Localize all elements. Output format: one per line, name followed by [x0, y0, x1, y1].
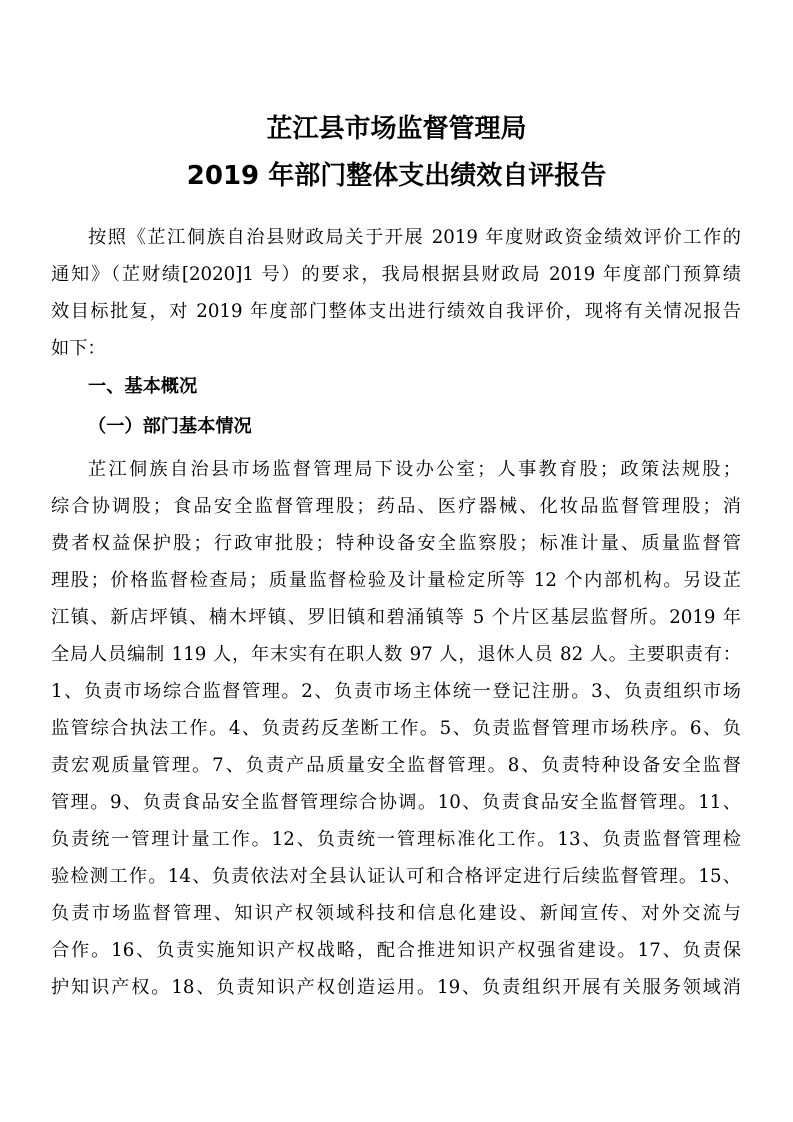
intro-paragraph-line: 按照《芷江侗族自治县财政局关于开展 2019 年度财政资金绩效评价工作的: [88, 227, 741, 248]
body-paragraph-line: 责宏观质量管理。7、负责产品质量安全监督管理。8、负责特种设备安全监督: [51, 755, 741, 776]
body-paragraph-line: 合作。16、负责实施知识产权战略，配合推进知识产权强省建设。17、负责保: [51, 940, 741, 961]
document-title-line1: 芷江县市场监督管理局: [266, 114, 527, 144]
body-paragraph-line: 江镇、新店坪镇、楠木坪镇、罗旧镇和碧涌镇等 5 个片区基层监督所。2019 年: [51, 607, 741, 628]
body-paragraph-line: 综合协调股；食品安全监督管理股；药品、医疗器械、化妆品监督管理股；消: [51, 496, 741, 517]
document-title-line2: 2019 年部门整体支出绩效自评报告: [186, 161, 607, 191]
body-paragraph-line: 全局人员编制 119 人，年末实有在职人数 97 人，退休人员 82 人。主要职责有：: [51, 644, 741, 665]
body-paragraph-line: 验检测工作。14、负责依法对全县认证认可和合格评定进行后续监督管理。15、: [51, 866, 741, 887]
intro-paragraph-line: 如下：: [51, 338, 106, 359]
subsection-heading-department-basics: （一）部门基本情况: [88, 416, 252, 437]
body-paragraph-line: 管理。9、负责食品安全监督管理综合协调。10、负责食品安全监督管理。11、: [51, 792, 741, 813]
intro-paragraph-line: 通知》（芷财绩[2020]1 号）的要求，我局根据县财政局 2019 年度部门预算绩: [51, 264, 741, 285]
body-paragraph-line: 费者权益保护股；行政审批股；特种设备安全监察股；标准计量、质量监督管: [51, 533, 741, 554]
body-paragraph-line: 负责市场监督管理、知识产权领域科技和信息化建设、新闻宣传、对外交流与: [51, 903, 741, 924]
body-paragraph-line: 护知识产权。18、负责知识产权创造运用。19、负责组织开展有关服务领域消: [51, 977, 741, 998]
body-paragraph-line: 理股；价格监督检查局；质量监督检验及计量检定所等 12 个内部机构。另设芷: [51, 570, 741, 591]
body-paragraph-line: 1、负责市场综合监督管理。2、负责市场主体统一登记注册。3、负责组织市场: [51, 681, 741, 702]
section-heading-basic-overview: 一、基本概况: [88, 376, 198, 397]
body-paragraph-line: 芷江侗族自治县市场监督管理局下设办公室；人事教育股；政策法规股；: [88, 459, 741, 480]
intro-paragraph-line: 效目标批复，对 2019 年度部门整体支出进行绩效自我评价，现将有关情况报告: [51, 301, 741, 322]
body-paragraph-line: 监管综合执法工作。4、负责药反垄断工作。5、负责监督管理市场秩序。6、负: [51, 718, 741, 739]
body-paragraph-line: 负责统一管理计量工作。12、负责统一管理标准化工作。13、负责监督管理检: [51, 829, 741, 850]
